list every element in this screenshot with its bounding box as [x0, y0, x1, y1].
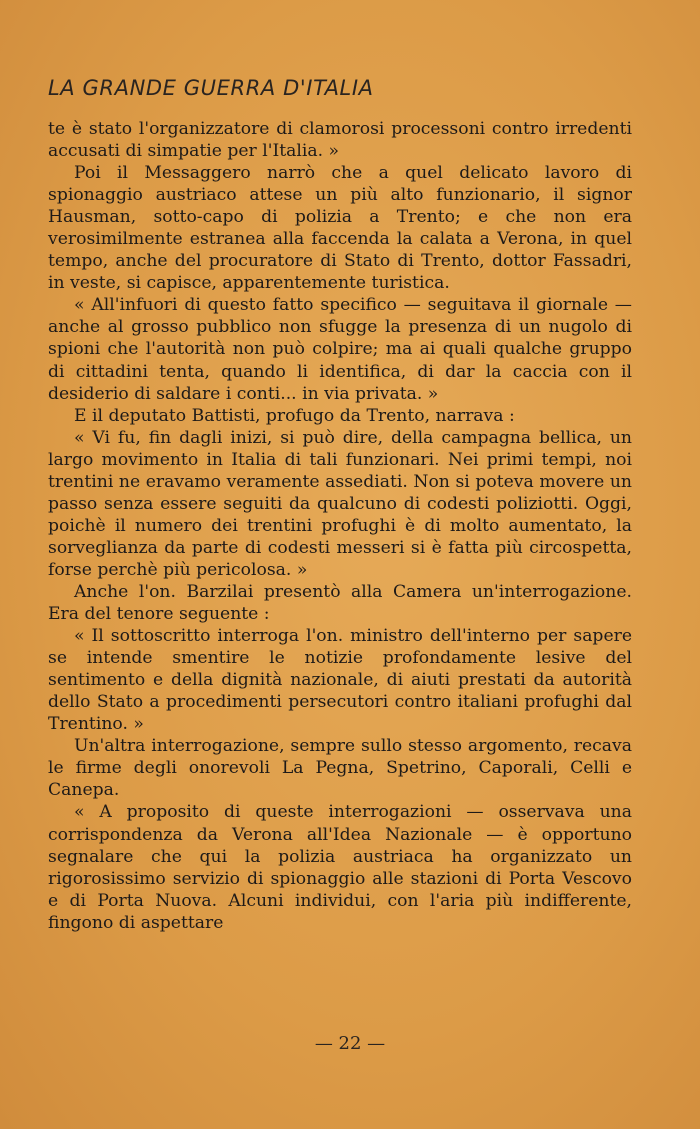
paragraph: « Il sottoscritto interroga l'on. ministro dell'interno per sapere se intende smentire le notizie profondamente lesive del sentimento e della dignità nazionale, di aiuti prestati da autorità dello Stato a procedimenti persecutori contro italiani profughi dal Trentino. » — [48, 626, 632, 735]
paragraph: te è stato l'organizzatore di clamorosi processoni contro irredenti accusati di simpatie per l'Italia. » — [48, 119, 632, 162]
paragraph: Un'altra interrogazione, sempre sullo stesso argomento, recava le firme degli onorevoli La Pegna, Spetrino, Caporali, Celli e Canepa. — [48, 736, 632, 801]
paragraph: « All'infuori di questo fatto specifico — seguitava il giornale — anche al grosso pubblico non sfugge la presenza di un nugolo di spioni che l'autorità non può colpire; ma ai quali qualche gruppo di cittadini tenta, quando li identifica, di dar la caccia con il desiderio di saldare i conti... in via privata. » — [48, 295, 632, 404]
paragraph: « A proposito di queste interrogazioni — osservava una corrispondenza da Verona all'Idea Nazionale — è opportuno segnalare che qui la polizia austriaca ha organizzato un rigorosissimo servizio di spionaggio alle stazioni di Porta Vescovo e di Porta Nuova. Alcuni individui, con l'aria più indifferente, fingono di aspettare — [48, 802, 632, 933]
paragraph: Anche l'on. Barzilai presentò alla Camera un'interrogazione. Era del tenore seguente : — [48, 581, 632, 625]
paragraph: « Vi fu, fin dagli inizi, si può dire, della campagna bellica, un largo movimento in Italia di tali funzionari. Nei primi tempi, noi trentini ne eravamo veramente assediati. Non si poteva movere un passo senza essere seguiti da qualcuno di codesti poliziotti. Oggi, poichè il numero dei trentini profughi è di molto aumentato, la sorveglianza da parte di codesti messeri si è fatta più circospetta, forse perchè più pericolosa. » — [48, 427, 632, 580]
paragraph: E il deputato Battisti, profugo da Trento, narrava : — [74, 405, 515, 426]
running-header: LA GRANDE GUERRA D'ITALIA — [48, 76, 374, 100]
page-number: — 22 — — [314, 1033, 386, 1054]
body-text — [48, 118, 632, 934]
paragraph: Poi il Messaggero narrò che a quel delicato lavoro di spionaggio austriaco attese un più alto funzionario, il signor Hausman, sotto-capo di polizia a Trento; e che non era verosimilmente estranea alla faccenda la calata a Verona, in quel tempo, anche del procuratore di Stato di Trento, dottor Fassadri, in veste, si capisce, apparentemente turistica. — [48, 163, 632, 294]
